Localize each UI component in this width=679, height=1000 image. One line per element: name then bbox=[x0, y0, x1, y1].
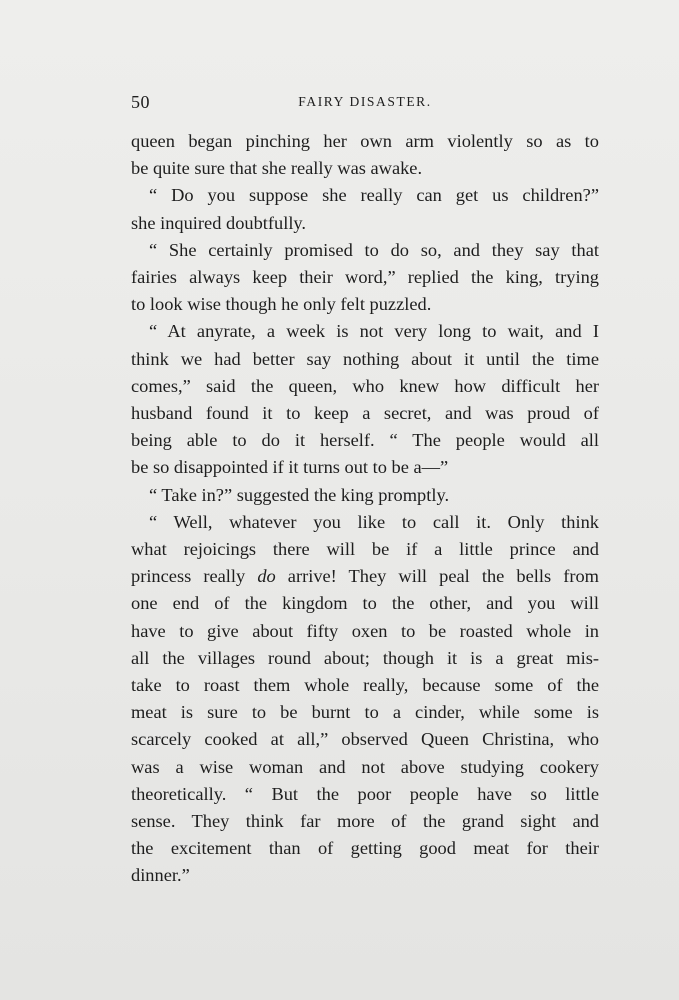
text-line: take to roast them whole really, because some of the bbox=[131, 675, 599, 696]
paragraph bbox=[131, 318, 599, 481]
text-line: all the villages round about; though it is a great mis- bbox=[131, 647, 599, 668]
text-line: scarcely cooked at all,” observed Queen Christina, who bbox=[131, 729, 599, 750]
text-line: she inquired doubtfully. bbox=[131, 212, 307, 233]
text-line bbox=[131, 563, 599, 590]
text-line: be so disappointed if it turns out to be a—” bbox=[131, 457, 449, 478]
running-head: FAIRY DISASTER. bbox=[298, 94, 432, 109]
text-segment: princess really bbox=[131, 566, 258, 587]
text-line: what rejoicings there will be if a little prince and bbox=[131, 539, 599, 560]
text-line: comes,” said the queen, who knew how difficult her bbox=[131, 375, 599, 396]
body-text bbox=[131, 128, 599, 890]
text-line: “ At anyrate, a week is not very long to wait, and I bbox=[149, 321, 599, 342]
text-line: dinner.” bbox=[131, 865, 190, 886]
text-line: the excitement than of getting good meat for their bbox=[131, 838, 599, 859]
text-segment: arrive! They will peal the bells from bbox=[275, 566, 599, 587]
text-line: fairies always keep their word,” replied the king, trying bbox=[131, 267, 599, 288]
text-line: to look wise though he only felt puzzled. bbox=[131, 294, 432, 315]
paragraph bbox=[131, 128, 599, 182]
text-line: “ Do you suppose she really can get us children?” bbox=[149, 185, 599, 206]
text-line: being able to do it herself. “ The people would all bbox=[131, 430, 599, 451]
page-number: 50 bbox=[131, 92, 150, 112]
text-line: think we had better say nothing about it until the time bbox=[131, 348, 599, 369]
emphasis-text: do bbox=[257, 566, 276, 587]
text-line: “ Take in?” suggested the king promptly. bbox=[149, 484, 450, 505]
paragraph bbox=[131, 482, 599, 509]
text-line: queen began pinching her own arm violently so as to bbox=[131, 131, 599, 151]
text-line: have to give about fifty oxen to be roasted whole in bbox=[131, 620, 599, 641]
text-line: husband found it to keep a secret, and was proud of bbox=[131, 403, 599, 424]
page-header bbox=[131, 90, 599, 116]
text-line: meat is sure to be burnt to a cinder, while some is bbox=[131, 702, 599, 723]
paragraph bbox=[131, 509, 599, 890]
paragraph bbox=[131, 237, 599, 319]
text-line: theoretically. “ But the poor people have so little bbox=[131, 783, 599, 804]
text-line: “ Well, whatever you like to call it. Only think bbox=[149, 511, 599, 532]
text-line: was a wise woman and not above studying cookery bbox=[131, 756, 599, 777]
text-line: one end of the kingdom to the other, and you will bbox=[131, 593, 599, 614]
text-line: “ She certainly promised to do so, and they say that bbox=[149, 239, 599, 260]
paragraph bbox=[131, 182, 599, 236]
text-line: be quite sure that she really was awake. bbox=[131, 158, 423, 179]
text-line: sense. They think far more of the grand sight and bbox=[131, 811, 599, 832]
